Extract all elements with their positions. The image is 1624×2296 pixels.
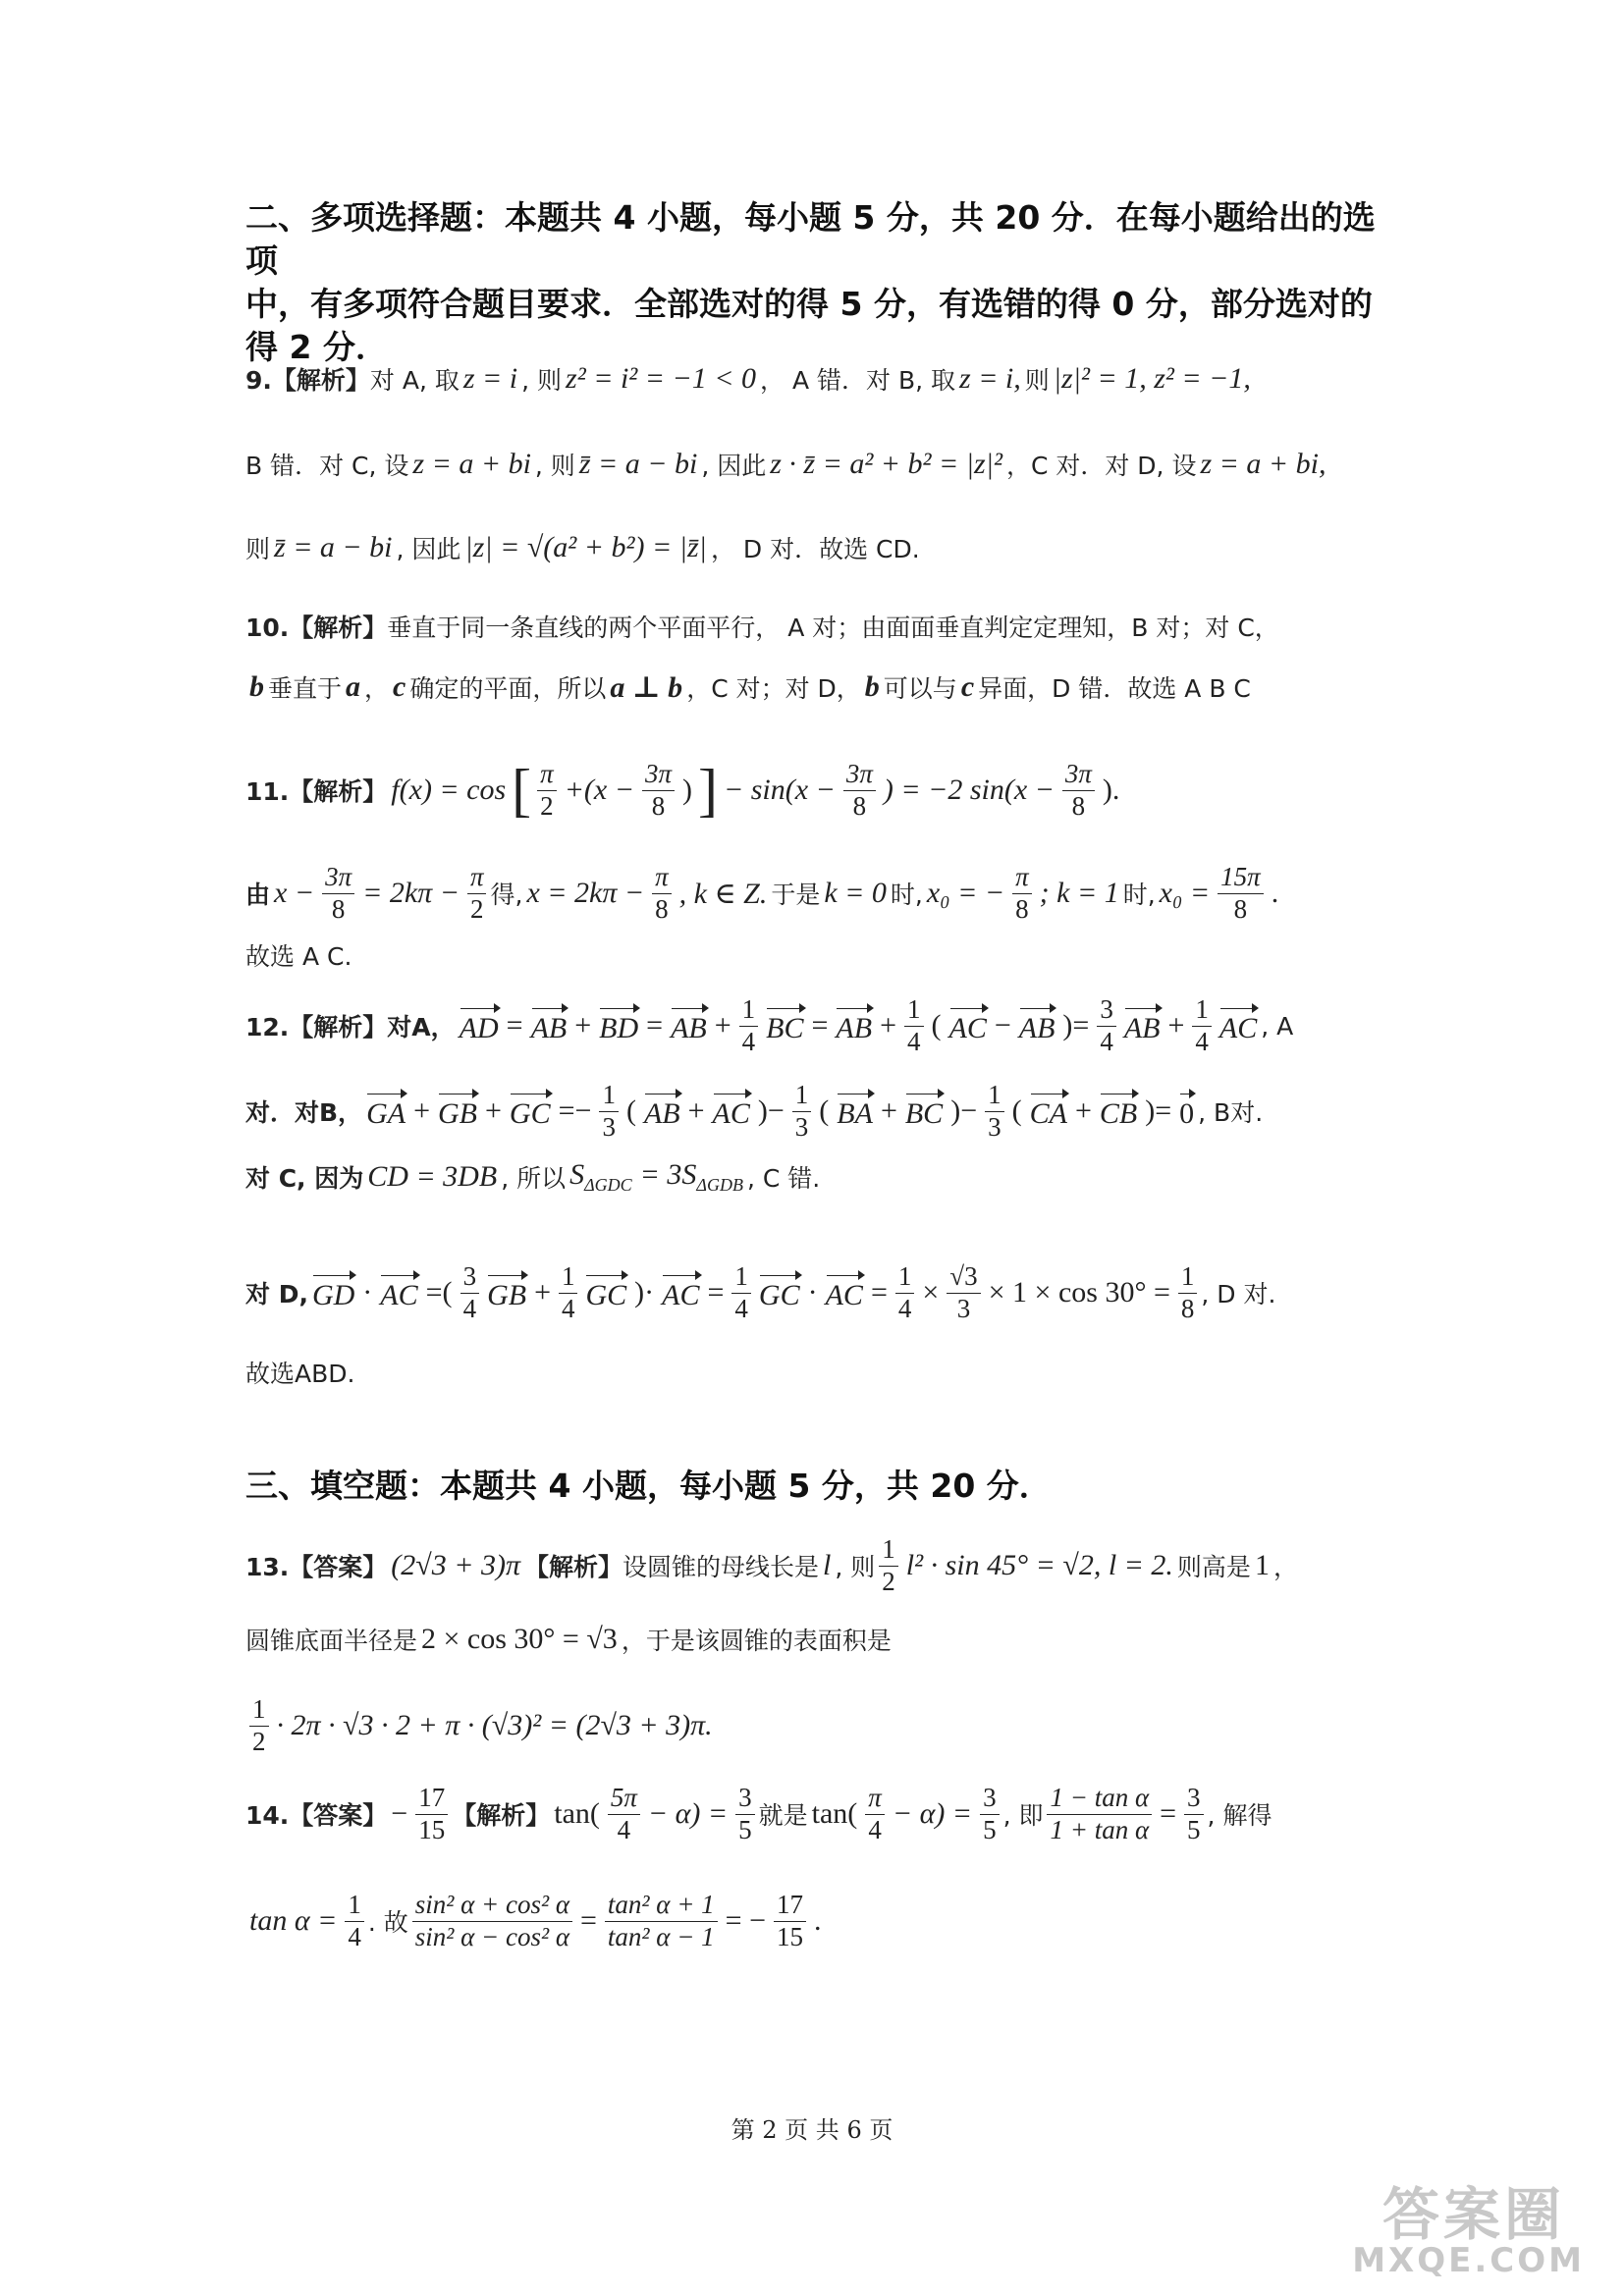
vector: AB [644,1092,680,1131]
q9-text: 对 A, 取 [369,366,460,395]
frac-den: tan² α − 1 [607,1921,715,1951]
q14-math: . [814,1904,822,1937]
section2-heading-line3: 得 2 分． [245,328,388,366]
fraction [904,994,924,1056]
frac-num: 1 [879,1534,898,1566]
frac-den: 4 [348,1921,361,1951]
frac-den: 4 [561,1293,575,1323]
q9-math: z = i, [959,362,1021,395]
frac-den: 3 [956,1293,971,1323]
q13-math: l [823,1549,832,1581]
frac-den: 8 [1015,893,1029,924]
q11-label: 11.【解析】 [245,777,388,806]
frac-num: 1 [1178,1261,1198,1293]
q10-math: a ⊥ b [610,670,683,704]
q14-math: − [391,1797,408,1830]
q13-math: · 2π · √3 · 2 + π · (√3)² = (2√3 + 3)π. [276,1709,713,1741]
vector: AD [460,1006,499,1045]
q12-text: 对 D, [245,1280,308,1308]
vector: BC [905,1092,943,1131]
q9-math: z = a + bi [412,448,531,480]
fraction [731,1261,751,1323]
frac-den: 8 [651,790,666,821]
q9-math: |z|² = 1, z² = −1, [1053,362,1251,395]
fraction [1178,1261,1198,1323]
q11-line3 [245,937,1384,973]
q10-text: ，C 对；对 D， [686,674,861,703]
q13-text: ，于是该圆锥的表面积是 [621,1627,892,1655]
q9-line1 [245,361,1384,397]
q10-line2 [245,669,1384,705]
q14-math: = − [725,1904,767,1937]
frac-num: 1 [559,1261,578,1293]
watermark-text: 答案圈 [1381,2181,1565,2248]
q10-math: b [864,670,880,703]
q9-text: B 错．对 C, 设 [245,452,409,480]
fraction [947,1261,980,1323]
q14-math: − α) = [647,1797,729,1830]
frac-num: 3π [642,759,675,790]
watermark-logo [1352,2159,1604,2286]
section2-heading-line1: 二、多项选择题：本题共 4 小题，每小题 5 分，共 20 分．在每小题给出的选项 [245,198,1376,280]
frac-num: π [652,862,672,893]
zero-vector: 0 [1179,1092,1194,1131]
vector: AB [1019,1006,1056,1045]
q13-text: , 则 [835,1553,876,1581]
vector: BC [766,1006,803,1045]
q11-math: x₀ = [1159,877,1211,909]
fraction [322,862,354,924]
frac-den: 15 [418,1814,446,1844]
frac-den: 4 [462,1293,477,1323]
frac-den: 4 [907,1026,921,1056]
q10-line1 [245,609,1384,644]
vector: AB [836,1006,872,1045]
q9-text: ，C 对．对 D, 设 [1005,452,1197,480]
frac-den: 2 [252,1726,266,1756]
frac-den: sin² α − cos² α [414,1921,569,1951]
fraction [1062,759,1095,821]
q14-text: 就是 [758,1801,808,1830]
q9-text: 则 [245,535,271,563]
section2-heading-line2: 中，有多项符合题目要求．全部选对的得 5 分，有选错的得 0 分，部分选对的 [245,285,1373,323]
q10-text: 可以与 [883,674,957,703]
fraction [865,1783,885,1844]
q9-text: , 则 [521,366,563,395]
q12-line2: 对．对B， GA + GB + GC =− $\frac{1}{3}$ ( AB + AC )− $\frac{1}{3}$ ( BA + BC )− $\frac{1}{3}$ ( CA + CB )= 0 , B对. [245,1080,1264,1142]
vector: AC [662,1273,699,1312]
q9-math: z² = i² = −1 < 0 [566,362,757,395]
q9-text: , 因此 [701,452,767,480]
q14-math: − α) = [892,1797,973,1830]
q12-text: , 所以 [501,1164,567,1193]
vector: GB [438,1092,477,1131]
q12-line5 [245,1355,1384,1390]
q11-math: f(x) = cos [391,774,507,806]
frac-den: 5 [738,1814,752,1844]
frac-den: 3 [602,1111,616,1142]
vector: CB [1100,1092,1137,1131]
q12-math: $S_{\Delta GDC}$ [569,1158,632,1195]
q9-label: 9.【解析】 [245,366,370,395]
q12-text: 对 C, 因为 [245,1164,364,1193]
frac-num: 1 [792,1080,812,1111]
vector: GA [366,1092,406,1131]
q10-text: ， [364,674,390,703]
frac-num: 3 [460,1261,480,1293]
fraction [652,862,672,924]
q11-line1 [245,746,1384,834]
q11-line2 [245,854,1384,933]
q11-math: k = 0 [824,877,887,909]
q11-math: ). [1102,774,1120,806]
frac-num: 3π [843,759,876,790]
q14-line2 [245,1877,1384,1965]
vector: AB [671,1006,707,1045]
frac-den: 3 [794,1111,809,1142]
q9-math: |z| = √(a² + b²) = |z̄| [464,531,707,563]
q9-math: z̄ = a − bi [578,448,698,480]
q12-text: , B对. [1198,1098,1264,1127]
q9-text: 则 [1024,366,1050,395]
frac-den: 4 [741,1026,756,1056]
frac-num: tan² α + 1 [605,1890,718,1921]
q13-math: 2 × cos 30° = √3 [421,1623,618,1655]
frac-num: π [1012,862,1032,893]
vector: GD [312,1273,354,1312]
q10-text: 垂直于 [268,674,343,703]
vector: CA [1030,1092,1067,1131]
q11-text: 于是 [771,881,821,909]
frac-num: sin² α + cos² α [412,1890,572,1921]
q11-math: − sin(x − [724,774,836,806]
q12-label: 12.【解析】 [245,1013,388,1041]
frac-den: 4 [734,1293,748,1323]
frac-num: 1 [985,1080,1004,1111]
fraction [537,759,557,821]
left-bracket: [ [512,758,532,823]
vector: AB [1124,1006,1161,1045]
frac-num: 1 [904,994,924,1026]
frac-den: 4 [1100,1026,1113,1056]
vector: AC [380,1273,417,1312]
q13-text: 圆锥底面半径是 [245,1627,418,1655]
q10-text: 异面，D 错．故选 A B C [978,674,1251,703]
q12-text: 故选ABD. [245,1360,355,1388]
q11-text: 时, [890,881,923,909]
section2-heading [245,196,1394,369]
q12-text: 对．对B， [245,1098,363,1127]
frac-num: 3 [1097,994,1116,1026]
frac-den: 8 [655,893,669,924]
q14-math: = [1160,1797,1177,1830]
q14-text: , 即 [1002,1801,1044,1830]
q11-math: x₀ = − [926,877,1005,909]
frac-num: π [467,862,487,893]
section3-heading: 三、填空题：本题共 4 小题，每小题 5 分，共 20 分． [245,1467,1052,1505]
vector: AC [1219,1006,1257,1045]
fraction [642,759,675,821]
frac-den: 4 [868,1814,882,1844]
vector: GC [510,1092,551,1131]
q11-text: 故选 A C. [245,942,352,971]
q12-text: 对A， [387,1013,456,1041]
q13-label: 13.【答案】 [245,1553,388,1581]
q9-math: z = i [462,362,518,395]
frac-den: 8 [852,790,867,821]
q10-math: b [249,670,264,703]
q12-line3 [245,1158,1384,1196]
frac-den: 8 [1071,790,1086,821]
vector: AC [713,1092,750,1131]
frac-num: 1 [599,1080,619,1111]
right-bracket: ] [698,758,718,823]
frac-num: 1 [739,994,759,1026]
q11-math: ) = −2 sin(x − [883,774,1055,806]
q14-math: tan( [554,1797,600,1830]
fraction [1218,862,1264,924]
fraction [792,1080,812,1142]
frac-num: 17 [774,1890,806,1921]
q11-math: , k ∈ Z. [678,877,768,910]
q9-math: z̄ = a − bi [274,531,393,563]
fraction [739,994,759,1056]
frac-den: 3 [988,1111,1001,1142]
q14-line1 [245,1775,1384,1853]
frac-den: 8 [331,893,346,924]
q10-label: 10.【解析】 [245,614,388,642]
q12-math: × 1 × cos 30° = [988,1276,1170,1308]
watermark-url: MXQE.COM [1352,2241,1585,2280]
fraction [249,1694,269,1756]
q10-math: c [960,670,975,703]
fraction [879,1534,898,1596]
vector: BA [837,1092,873,1131]
frac-num: π [537,759,557,790]
q13-math: l² · sin 45° = √2, l = 2. [905,1549,1173,1581]
q13-math: 1 [1254,1549,1270,1581]
q14-text: , 解得 [1207,1801,1272,1830]
fraction [1192,994,1212,1056]
vector: GB [487,1273,526,1312]
frac-den: 2 [540,790,554,821]
frac-num: 3 [980,1783,1000,1814]
q14-math: tan α = [249,1904,338,1937]
fraction [605,1890,718,1951]
q12-line4: 对 D, GD · AC =( $\frac{3}{4}$ GB + $\frac{1}{4}$ GC )· AC = $\frac{1}{4}$ GC · AC = $\frac{1}{4}$ × $\frac{√3}{3}$ × 1 × cos 30° = $\frac{1}{8}$ , D 对. [245,1261,1276,1323]
q13-line1 [245,1526,1384,1605]
vector: GC [585,1273,626,1312]
q11-math: +(x − [564,774,634,806]
frac-num: √3 [947,1261,980,1293]
fraction [345,1890,364,1951]
q13-line2 [245,1622,1384,1657]
q12-text: , A [1261,1011,1294,1041]
frac-num: 1 [1192,994,1212,1026]
vector: BD [599,1006,638,1045]
q13-text: ， [1272,1553,1298,1581]
fraction [559,1261,578,1323]
frac-num: 3π [1062,759,1095,790]
q13-text: 设圆锥的母线长是 [623,1553,820,1581]
q12-math: CD = 3DB [367,1160,498,1193]
fraction [608,1783,640,1844]
vector: AB [531,1006,568,1045]
frac-num: 1 − tan α [1047,1783,1152,1814]
q10-text: 垂直于同一条直线的两个平面平行， A 对；由面面垂直判定定理知，B 对；对 C， [387,614,1279,642]
frac-den: 4 [617,1814,631,1844]
q14-math: tan( [811,1797,858,1830]
vector: AC [949,1006,987,1045]
q11-text: 得, [490,881,523,909]
q11-math: x − [274,877,315,909]
fraction [774,1890,806,1951]
frac-den: 4 [897,1293,912,1323]
frac-num: 3π [322,862,354,893]
q13-answer: (2√3 + 3)π [391,1549,521,1581]
frac-den: 2 [882,1566,895,1596]
q9-text: , 则 [534,452,575,480]
q14-math: = [580,1904,597,1937]
frac-den: 8 [1233,893,1248,924]
q9-line2 [245,447,1384,482]
frac-den: 5 [1187,1814,1201,1844]
q11-math: ; k = 1 [1039,877,1119,909]
q12-line1: 12.【解析】 对A， AD = AB + BD = AB + $\frac{1}{4}$ BC = AB + $\frac{1}{4}$ ( AC − AB )= $\frac{3}{4}$ AB + $\frac{1}{4}$ AC , A [245,994,1294,1056]
frac-den: 4 [1195,1026,1209,1056]
frac-num: 3 [1184,1783,1204,1814]
q10-math: c [393,670,406,703]
q12-text: , D 对. [1201,1280,1276,1308]
frac-num: 5π [608,1783,640,1814]
q13-label2: 【解析】 [524,1553,623,1581]
q11-math: ) [682,774,693,806]
frac-num: 1 [895,1261,915,1293]
q10-text: 确定的平面，所以 [409,674,607,703]
fraction [985,1080,1004,1142]
fraction [843,759,876,821]
fraction [460,1261,480,1323]
page-footer: 第 2 页 共 6 页 [731,2116,893,2144]
fraction [412,1890,572,1951]
frac-den: 5 [983,1814,997,1844]
fraction [467,862,487,924]
fraction [415,1783,448,1844]
frac-num: 1 [731,1261,751,1293]
q10-math: a [346,670,361,703]
fraction [1012,862,1032,924]
q9-text: , 因此 [396,535,461,563]
frac-den: 1 + tan α [1050,1814,1150,1844]
frac-num: 17 [415,1783,448,1814]
q13-line3 [245,1686,1384,1765]
frac-num: 15π [1218,862,1264,893]
fraction [895,1261,915,1323]
frac-den: 8 [1180,1293,1195,1323]
fraction [980,1783,1000,1844]
frac-num: π [865,1783,885,1814]
vector: GC [759,1273,800,1312]
frac-num: 3 [735,1783,755,1814]
frac-num: 1 [345,1890,364,1921]
q11-math: x = 2kπ − [526,877,645,909]
frac-den: 2 [469,893,484,924]
q9-text: ， D 对．故选 CD. [710,535,920,563]
fraction [599,1080,619,1142]
q9-math: z · z̄ = a² + b² = |z|² [770,448,1002,480]
q13-text: 则高是 [1176,1553,1251,1581]
vector: AC [826,1273,863,1312]
q14-text: . 故 [367,1908,408,1937]
q14-label2: 【解析】 [452,1801,551,1830]
fraction [1184,1783,1204,1844]
q9-line3 [245,530,1384,565]
fraction [735,1783,755,1844]
q9-text: ， A 错．对 B, 取 [760,366,956,395]
q11-math: = 2kπ − [362,877,460,909]
q14-label: 14.【答案】 [245,1801,388,1830]
q11-math: . [1271,877,1279,909]
q11-text: 由 [245,881,271,909]
q12-math: = $3S_{\Delta GDB}$ [639,1158,743,1195]
q12-text: , C 错. [746,1164,821,1193]
frac-num: 1 [249,1694,269,1726]
fraction [1097,994,1116,1056]
q11-text: 时, [1122,881,1156,909]
fraction [1047,1783,1152,1844]
frac-den: 15 [777,1921,804,1951]
q9-math: z = a + bi, [1200,448,1326,480]
